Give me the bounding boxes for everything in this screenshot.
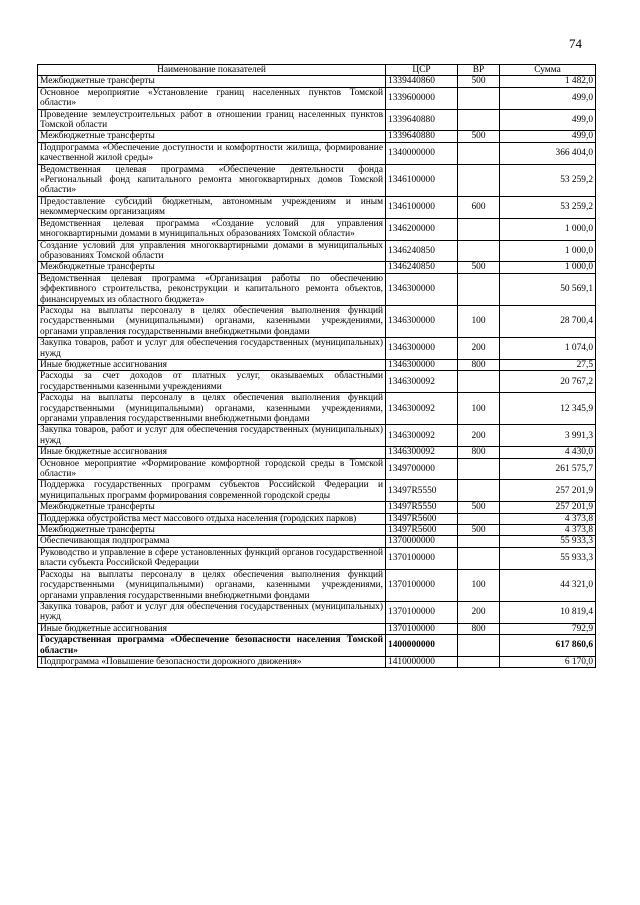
row-name: Подпрограмма «Повышение безопасности дорожного движения» — [38, 656, 386, 667]
row-name: Межбюджетные трансферты — [38, 502, 386, 513]
table-row — [38, 458, 596, 480]
row-sum: 499,0 — [500, 131, 596, 142]
row-sum: 53 259,2 — [500, 164, 596, 196]
table-row — [38, 480, 596, 502]
table-row — [38, 656, 596, 667]
row-sum: 28 700,4 — [500, 305, 596, 337]
table-row — [38, 525, 596, 536]
table-row — [38, 425, 596, 447]
row-vr — [458, 536, 500, 547]
row-vr — [458, 458, 500, 480]
row-sum: 499,0 — [500, 87, 596, 109]
row-name: Поддержка обустройства мест массового отдыха населения (городских парков) — [38, 513, 386, 524]
row-name: Расходы на выплаты персоналу в целях обеспечения выполнения функций государственными (муниципальными) органами, казенными учреждениями, органами управления государственными внебюджетными фондами — [38, 305, 386, 337]
row-vr: 200 — [458, 601, 500, 623]
row-vr — [458, 164, 500, 196]
row-vr: 600 — [458, 196, 500, 218]
row-csr: 1346300092 — [386, 371, 458, 393]
row-vr — [458, 109, 500, 131]
row-sum: 1 000,0 — [500, 262, 596, 273]
row-vr — [458, 142, 500, 164]
table-row — [38, 262, 596, 273]
header-name: Наименование показателей — [38, 65, 386, 76]
row-vr: 500 — [458, 262, 500, 273]
row-name: Предоставление субсидий бюджетным, автономным учреждениям и иным некоммерческим организациям — [38, 196, 386, 218]
row-vr — [458, 240, 500, 262]
row-name: Иные бюджетные ассигнования — [38, 623, 386, 634]
row-vr: 100 — [458, 305, 500, 337]
table-row — [38, 164, 596, 196]
row-name: Иные бюджетные ассигнования — [38, 447, 386, 458]
row-vr — [458, 87, 500, 109]
row-sum: 53 259,2 — [500, 196, 596, 218]
table-row — [38, 569, 596, 601]
row-vr: 100 — [458, 569, 500, 601]
row-vr: 500 — [458, 76, 500, 87]
row-vr: 800 — [458, 623, 500, 634]
row-name: Расходы на выплаты персоналу в целях обеспечения выполнения функций государственными (муниципальными) органами, казенными учреждениями, органами управления государственными внебюджетными фондами — [38, 393, 386, 425]
row-vr: 800 — [458, 447, 500, 458]
table-row — [38, 371, 596, 393]
row-name: Подпрограмма «Обеспечение доступности и комфортности жилища, формирование качественной жилой среды» — [38, 142, 386, 164]
table-row — [38, 142, 596, 164]
row-sum: 27,5 — [500, 359, 596, 370]
row-name: Создание условий для управления многоквартирными домами в муниципальных образованиях Томской области — [38, 240, 386, 262]
table-row — [38, 601, 596, 623]
table-row — [38, 76, 596, 87]
table-row — [38, 547, 596, 569]
row-name: Ведомственная целевая программа «Создание условий для управления многоквартирными домами в муниципальных образованиях Томской области» — [38, 218, 386, 240]
row-name: Закупка товаров, работ и услуг для обеспечения государственных (муниципальных) нужд — [38, 425, 386, 447]
row-sum: 3 991,3 — [500, 425, 596, 447]
row-sum: 6 170,0 — [500, 656, 596, 667]
row-sum: 1 074,0 — [500, 338, 596, 360]
row-csr: 1346200000 — [386, 218, 458, 240]
row-csr: 1339640880 — [386, 131, 458, 142]
table-row — [38, 109, 596, 131]
row-sum: 261 575,7 — [500, 458, 596, 480]
row-sum: 1 000,0 — [500, 240, 596, 262]
row-sum: 50 569,1 — [500, 273, 596, 305]
row-name: Межбюджетные трансферты — [38, 76, 386, 87]
row-sum: 10 819,4 — [500, 601, 596, 623]
row-csr: 1370000000 — [386, 536, 458, 547]
row-csr: 13497R5600 — [386, 525, 458, 536]
row-vr — [458, 513, 500, 524]
row-csr: 1370100000 — [386, 623, 458, 634]
row-sum: 55 933,3 — [500, 547, 596, 569]
table-row — [38, 536, 596, 547]
row-name: Расходы на выплаты персоналу в целях обеспечения выполнения функций государственными (муниципальными) органами, казенными учреждениями, органами управления государственными внебюджетными фондами — [38, 569, 386, 601]
row-csr: 1370100000 — [386, 569, 458, 601]
row-name: Обеспечивающая подпрограмма — [38, 536, 386, 547]
row-name: Межбюджетные трансферты — [38, 262, 386, 273]
row-csr: 13497R5550 — [386, 480, 458, 502]
table-row — [38, 502, 596, 513]
row-sum: 44 321,0 — [500, 569, 596, 601]
table-row — [38, 359, 596, 370]
row-name: Ведомственная целевая программа «Обеспечение деятельности фонда «Региональный фонд капитального ремонта многоквартирных домов Томской области» — [38, 164, 386, 196]
table-row — [38, 623, 596, 634]
row-name: Иные бюджетные ассигнования — [38, 359, 386, 370]
row-vr — [458, 273, 500, 305]
page-number: 74 — [569, 36, 582, 51]
row-sum: 257 201,9 — [500, 502, 596, 513]
row-vr: 200 — [458, 338, 500, 360]
row-vr — [458, 547, 500, 569]
table-row — [38, 635, 596, 657]
row-csr: 1346300092 — [386, 393, 458, 425]
row-name: Государственная программа «Обеспечение безопасности населения Томской области» — [38, 635, 386, 657]
row-csr: 1346300000 — [386, 305, 458, 337]
row-csr: 1339600000 — [386, 87, 458, 109]
row-name: Межбюджетные трансферты — [38, 131, 386, 142]
table-row — [38, 447, 596, 458]
row-sum: 366 404,0 — [500, 142, 596, 164]
table-row — [38, 393, 596, 425]
row-csr: 1370100000 — [386, 601, 458, 623]
row-vr: 100 — [458, 393, 500, 425]
row-csr: 1346300000 — [386, 338, 458, 360]
row-vr — [458, 371, 500, 393]
row-vr: 800 — [458, 359, 500, 370]
row-csr: 1346240850 — [386, 262, 458, 273]
table-row — [38, 87, 596, 109]
row-sum: 4 430,0 — [500, 447, 596, 458]
row-csr: 1340000000 — [386, 142, 458, 164]
row-sum: 12 345,9 — [500, 393, 596, 425]
row-csr: 1339640880 — [386, 109, 458, 131]
row-csr: 1339440860 — [386, 76, 458, 87]
table-header-row — [38, 65, 596, 76]
row-csr: 1346240850 — [386, 240, 458, 262]
row-name: Расходы за счет доходов от платных услуг, оказываемых областными государственными казенными учреждениями — [38, 371, 386, 393]
table-row — [38, 218, 596, 240]
row-vr — [458, 218, 500, 240]
row-vr: 200 — [458, 425, 500, 447]
row-vr — [458, 480, 500, 502]
row-name: Основное мероприятие «Установление границ населенных пунктов Томской области» — [38, 87, 386, 109]
row-sum: 499,0 — [500, 109, 596, 131]
table-row — [38, 196, 596, 218]
row-vr: 500 — [458, 131, 500, 142]
row-name: Закупка товаров, работ и услуг для обеспечения государственных (муниципальных) нужд — [38, 601, 386, 623]
row-sum: 1 482,0 — [500, 76, 596, 87]
row-name: Поддержка государственных программ субъектов Российской Федерации и муниципальных программ формирования современной городской среды — [38, 480, 386, 502]
table-row — [38, 305, 596, 337]
row-sum: 55 933,3 — [500, 536, 596, 547]
table-row — [38, 131, 596, 142]
row-sum: 1 000,0 — [500, 218, 596, 240]
row-vr: 500 — [458, 502, 500, 513]
row-csr: 1400000000 — [386, 635, 458, 657]
row-csr: 1370100000 — [386, 547, 458, 569]
row-csr: 13497R5600 — [386, 513, 458, 524]
row-csr: 13497R5550 — [386, 502, 458, 513]
row-name: Руководство и управление в сфере установленных функций органов государственной власти субъекта Российской Федерации — [38, 547, 386, 569]
budget-table — [37, 64, 596, 668]
row-vr — [458, 635, 500, 657]
header-sum: Сумма — [500, 65, 596, 76]
row-csr: 1346300092 — [386, 425, 458, 447]
row-csr: 1346300000 — [386, 273, 458, 305]
row-sum: 4 373,8 — [500, 513, 596, 524]
row-sum: 4 373,8 — [500, 525, 596, 536]
table-row — [38, 273, 596, 305]
row-vr — [458, 656, 500, 667]
row-name: Основное мероприятие «Формирование комфортной городской среды в Томской области» — [38, 458, 386, 480]
row-name: Закупка товаров, работ и услуг для обеспечения государственных (муниципальных) нужд — [38, 338, 386, 360]
row-sum: 792,9 — [500, 623, 596, 634]
table-row — [38, 338, 596, 360]
row-csr: 1410000000 — [386, 656, 458, 667]
row-csr: 1349700000 — [386, 458, 458, 480]
row-sum: 20 767,2 — [500, 371, 596, 393]
row-name: Ведомственная целевая программа «Организация работы по обеспечению эффективного строительства, реконструкции и капитального ремонта объектов, финансируемых из областного бюджета» — [38, 273, 386, 305]
row-vr: 500 — [458, 525, 500, 536]
table-row — [38, 240, 596, 262]
row-csr: 1346300000 — [386, 359, 458, 370]
row-sum: 617 860,6 — [500, 635, 596, 657]
header-csr: ЦСР — [386, 65, 458, 76]
row-csr: 1346100000 — [386, 164, 458, 196]
row-name: Проведение землеустроительных работ в отношении границ населенных пунктов Томской области — [38, 109, 386, 131]
header-vr: ВР — [458, 65, 500, 76]
row-csr: 1346100000 — [386, 196, 458, 218]
table-row — [38, 513, 596, 524]
row-sum: 257 201,9 — [500, 480, 596, 502]
row-name: Межбюджетные трансферты — [38, 525, 386, 536]
row-csr: 1346300092 — [386, 447, 458, 458]
